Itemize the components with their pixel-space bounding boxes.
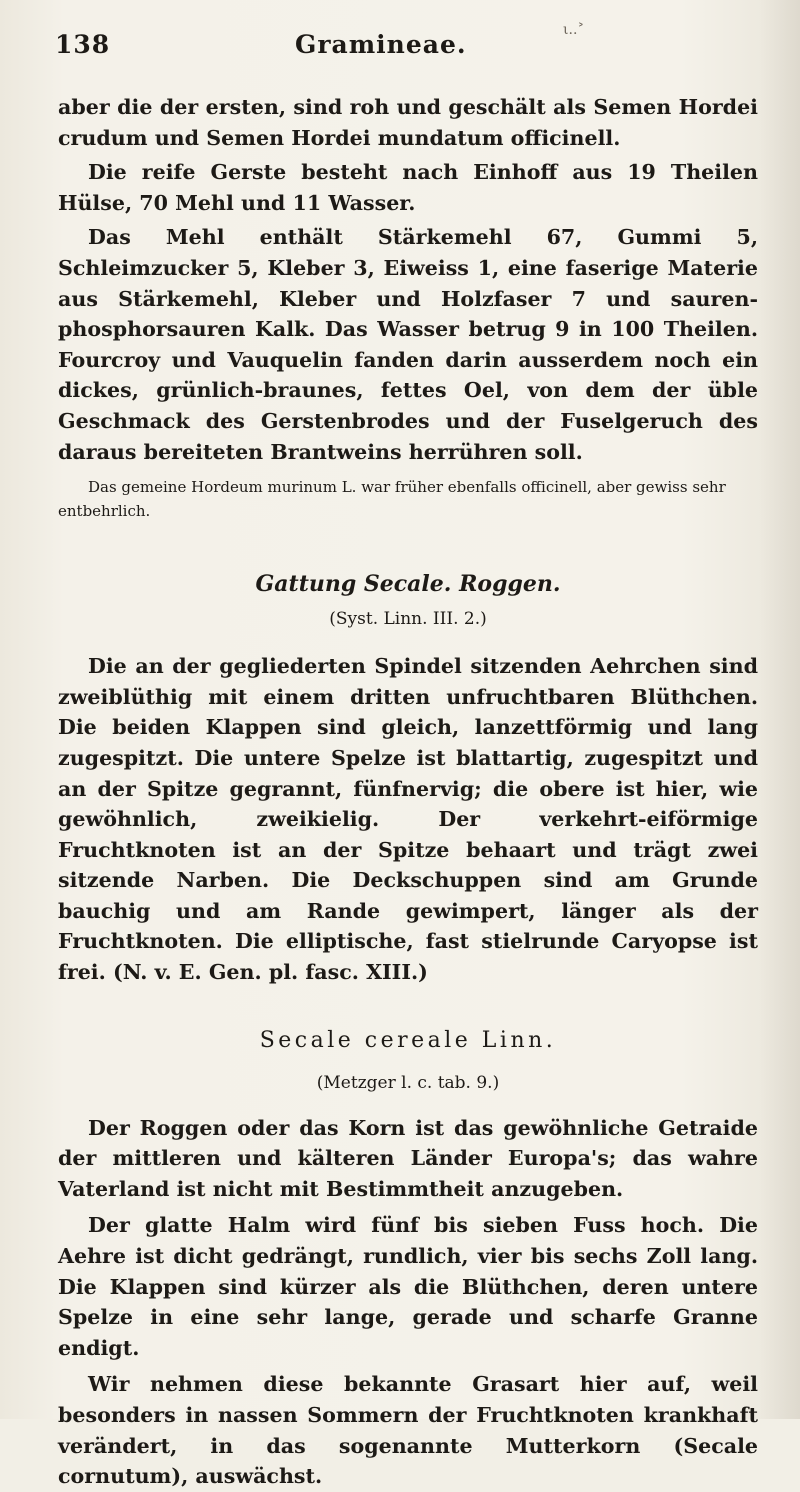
paragraph-mutterkorn: Wir nehmen diese bekannte Grasart hier auf, weil besonders in nassen Sommern der Fruchtknoten krankhaft verändert, in das sogenannte Mutterkorn (Secale cornutum), auswächst. bbox=[58, 1372, 758, 1489]
genus-description: Die an der gegliederten Spindel sitzenden Aehrchen sind zweiblüthig mit einem dritten unfruchtbaren Blüthchen. Die beiden Klappen sind gleich, lanzettförmig und lang zugespitzt. Die untere Spelze ist blattartig, zugespitzt und an der Spitze gegrannt, fünfnervig; die obere ist hier, wie gewöhnlich, zweikielig. Der verkehrt-eiförmige Fruchtknoten ist an der Spitze behaart und trägt zwei sitzende Narben. Die Deckschuppen sind am Grunde bauchig und am Rande gewimpert, länger als der Fruchtknoten. Die elliptische, fast stielrunde Caryopse ist frei. (N. v. E. Gen. pl. fasc. XIII.) bbox=[58, 654, 758, 985]
genus-heading: Gattung Secale. Roggen. bbox=[255, 571, 561, 598]
paragraph-gerste-composition: Die reife Gerste besteht nach Einhoff aus 19 Theilen Hülse, 70 Mehl und 11 Wasser. bbox=[58, 160, 758, 215]
paragraph-hordeum-forms: aber die der ersten, sind roh und geschält als Semen Hordei crudum und Semen Hordei mundatum officinell. bbox=[58, 95, 758, 150]
page-edge-shadow bbox=[760, 0, 800, 1419]
running-title: Gramineae. bbox=[295, 30, 467, 59]
genus-system-reference: (Syst. Linn. III. 2.) bbox=[329, 609, 487, 630]
print-stray-mark: ι..˃ bbox=[563, 22, 585, 38]
paragraph-roggen-intro: Der Roggen oder das Korn ist das gewöhnliche Getraide der mittleren und kälteren Länder Europa's; das wahre Vaterland ist nicht mit Bestimmtheit anzugeben. bbox=[58, 1115, 758, 1201]
page-number: 138 bbox=[55, 30, 111, 59]
page-header bbox=[55, 22, 755, 70]
species-reference: (Metzger l. c. tab. 9.) bbox=[316, 1072, 500, 1093]
page-content bbox=[58, 92, 758, 1492]
paragraph-halm-description: Der glatte Halm wird fünf bis sieben Fuss hoch. Die Aehre ist dicht gedrängt, rundlich, vier bis sechs Zoll lang. Die Klappen sind kürzer als die Blüthchen, deren untere Spelze in eine sehr lange, gerade und scharfe Granne endigt. bbox=[58, 1213, 758, 1360]
paragraph-mehl-analysis: Das Mehl enthält Stärkemehl 67, Gummi 5, Schleimzucker 5, Kleber 3, Eiweiss 1, eine faserige Materie aus Stärkemehl, Kleber und Holzfaser 7 und sauren-phosphorsauren Kalk. Das Wasser betrug 9 in 100 Theilen. Fourcroy und Vauquelin fanden darin ausserdem noch ein dickes, grünlich-braunes, fettes Oel, von dem der üble Geschmack des Gerstenbrodes und der Fuselgeruch des daraus bereiteten Brantweins herrühren soll. bbox=[58, 225, 758, 464]
footnote-hordeum-murinum: Das gemeine Hordeum murinum L. war früher ebenfalls officinell, aber gewiss sehr entbehrlich. bbox=[58, 478, 726, 521]
species-heading: Secale cereale Linn. bbox=[259, 1027, 557, 1053]
